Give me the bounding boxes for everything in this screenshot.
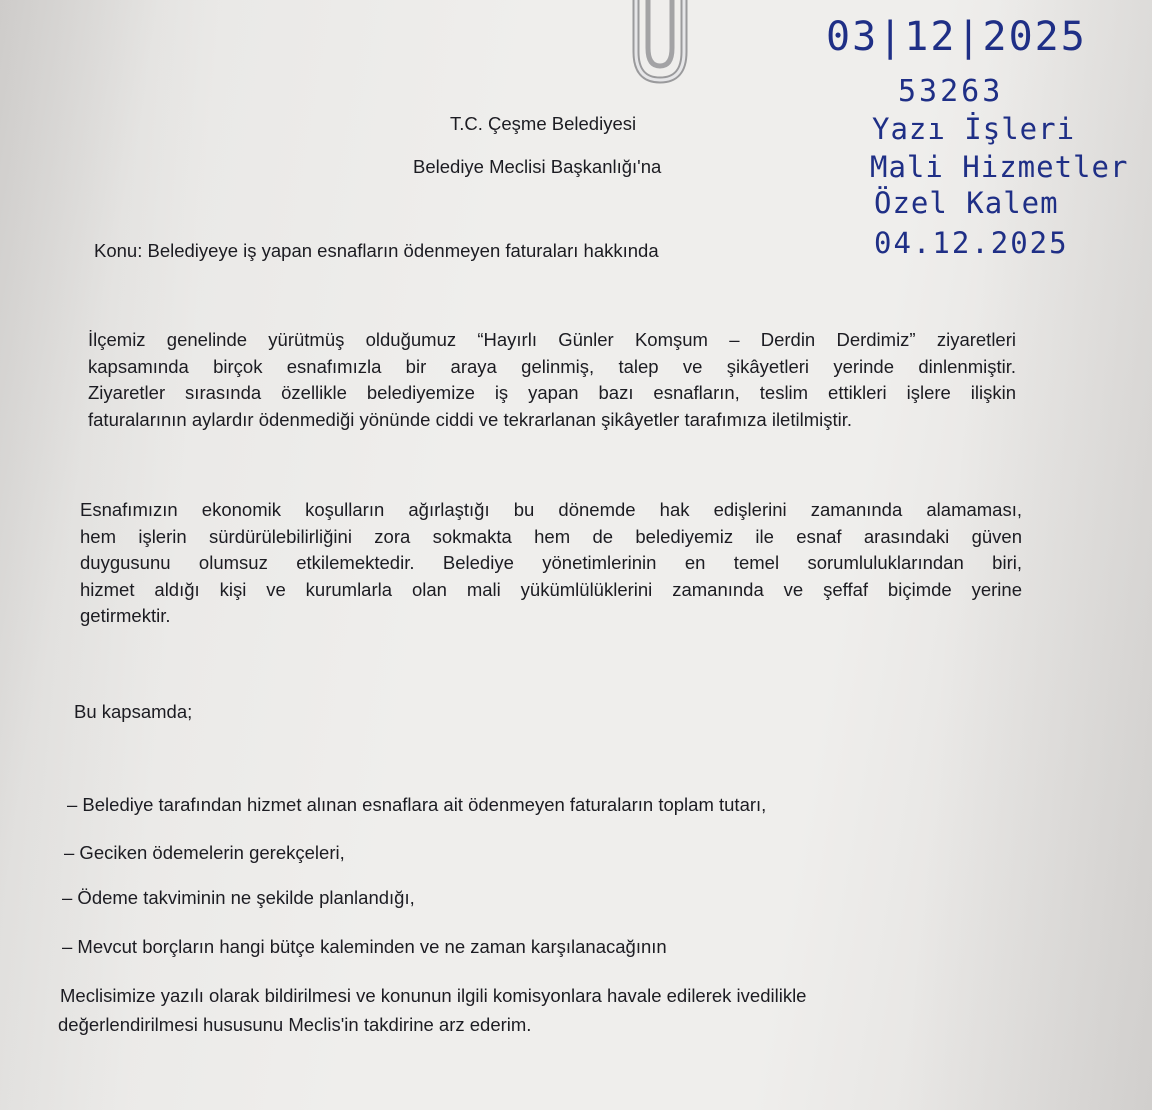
request-item: – Mevcut borçların hangi bütçe kaleminden ve ne zaman karşılanacağının: [62, 936, 667, 957]
paperclip-icon: [618, 0, 698, 90]
list-intro: Bu kapsamda;: [74, 701, 193, 722]
recipient-line-1: T.C. Çeşme Belediyesi: [450, 113, 637, 134]
request-item: – Belediye tarafından hizmet alınan esnaflara ait ödenmeyen faturaların toplam tutarı,: [67, 794, 767, 815]
request-item: – Geciken ödemelerin gerekçeleri,: [64, 842, 345, 863]
paragraph-2-line: hizmet aldığı kişi ve kurumlarla olan mali yükümlülüklerini zamanında ve şeffaf biçimde yerine: [80, 578, 1022, 600]
handwritten-date: 03|12|2025: [826, 14, 1087, 60]
closing-line-1: Meclisimize yazılı olarak bildirilmesi ve konunun ilgili komisyonlara havale edilerek ivedilikle: [60, 985, 807, 1006]
paragraph-2-line: hem işlerin sürdürülebilirliğini zora sokmakta hem de belediyemiz ile esnaf arasındaki güven: [80, 525, 1022, 547]
paragraph-1-line: Ziyaretler sırasında özellikle belediyemize iş yapan bazı esnafların, teslim ettikleri işlere ilişkin: [88, 382, 1016, 403]
paragraph-1-line: kapsamında birçok esnafımızla bir araya gelinmiş, talep ve şikâyetleri yerinde dinlenmiştir.: [88, 355, 1016, 377]
paragraph-2-line: Esnafımızın ekonomik koşulların ağırlaştığı bu dönemde hak edişlerini zamanında alamaması,: [80, 499, 1022, 520]
paragraph-1-line: İlçemiz genelinde yürütmüş olduğumuz “Hayırlı Günler Komşum – Derdin Derdimiz” ziyaretleri: [88, 329, 1016, 350]
handwritten-department-1: Yazı İşleri: [872, 112, 1076, 146]
closing-line-2: değerlendirilmesi hususunu Meclis'in takdirine arz ederim.: [58, 1014, 532, 1035]
handwritten-department-3: Özel Kalem: [874, 186, 1059, 220]
handwritten-receipt-date: 04.12.2025: [874, 226, 1069, 260]
request-item: – Ödeme takviminin ne şekilde planlandığı,: [62, 887, 415, 908]
paragraph-1: [88, 327, 1016, 433]
recipient-line-2: Belediye Meclisi Başkanlığı'na: [413, 156, 662, 177]
paragraph-1-line: faturalarının aylardır ödenmediği yönünde ciddi ve tekrarlanan şikâyetler tarafımıza iletilmiştir.: [88, 408, 853, 430]
paragraph-2-line: getirmektir.: [80, 605, 171, 626]
handwritten-department-2: Mali Hizmetler: [870, 150, 1129, 184]
letter-subject: Konu: Belediyeye iş yapan esnafların ödenmeyen faturaları hakkında: [94, 240, 659, 261]
paragraph-2: [80, 497, 1022, 630]
paragraph-2-line: duygusunu olumsuz etkilemektedir. Belediye yönetimlerinin en temel sorumluluklarından biri,: [80, 552, 1022, 573]
handwritten-registry-number: 53263: [898, 74, 1004, 109]
